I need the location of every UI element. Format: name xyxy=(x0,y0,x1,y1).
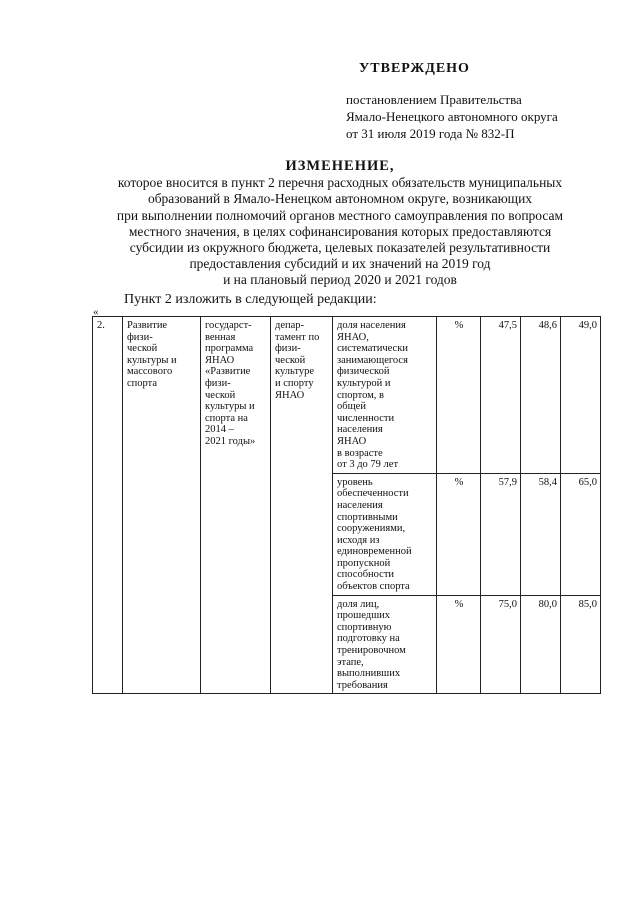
title-line: местного значения, в целях софинансирования которых предоставляются xyxy=(128,223,552,239)
indicator-cell-line: общей xyxy=(337,401,366,413)
indicator-cell-line: способности xyxy=(337,569,395,581)
department-cell-line: ческой xyxy=(275,354,306,366)
value-2019-cell: 57,9 xyxy=(481,473,521,595)
program-cell-line: ческой xyxy=(205,389,236,401)
value-2021-cell: 85,0 xyxy=(561,595,601,694)
title-line: предоставления субсидий и их значений на 2019 год xyxy=(189,256,491,272)
department-cell-line: депар- xyxy=(275,320,305,331)
direction-cell-line: культуры и xyxy=(127,354,177,366)
approval-line: Ямало-Ненецкого автономного округа xyxy=(346,109,558,124)
program-cell-line: физи- xyxy=(205,377,231,389)
title-line: при выполнении полномочий органов местного самоуправления по вопросам xyxy=(116,207,564,223)
direction-cell-line: ческой xyxy=(127,343,158,355)
department-cell-line: ЯНАО xyxy=(275,389,305,401)
indicator-cell-line: систематически xyxy=(337,343,408,355)
approval-line: постановлением Правительства xyxy=(346,92,522,107)
value-2019-cell: 75,0 xyxy=(481,595,521,694)
document-title xyxy=(80,158,600,289)
program-cell-line: «Развитие xyxy=(205,366,251,378)
open-quote: « xyxy=(93,306,99,318)
department-cell xyxy=(271,317,333,694)
department-cell-line: и спорту xyxy=(275,377,314,389)
indicator-cell-line: культурой и xyxy=(337,377,391,389)
program-cell-line: ЯНАО xyxy=(205,354,235,366)
value-2020-cell: 48,6 xyxy=(521,317,561,474)
program-cell-line: венная xyxy=(205,331,236,343)
program-cell-line: государст- xyxy=(205,320,252,331)
row-number-cell: 2. xyxy=(93,317,123,694)
indicator-cell-line: доля населения xyxy=(337,320,406,331)
value-2020-cell: 58,4 xyxy=(521,473,561,595)
program-cell-line: спорта на xyxy=(205,412,248,424)
unit-cell: % xyxy=(437,317,481,474)
table-row xyxy=(93,317,601,474)
department-cell-line: культуре xyxy=(275,366,314,378)
program-cell-line: программа xyxy=(205,343,254,355)
direction-cell xyxy=(123,317,201,694)
indicator-cell-line: занимающегося xyxy=(337,354,408,366)
title-line: образований в Ямало-Ненецком автономном округе, возникающих xyxy=(147,191,533,207)
indicator-cell-line: этапе, xyxy=(337,656,364,668)
indicator-cell-line: в возрасте xyxy=(337,447,383,459)
indicator-cell-line: физической xyxy=(337,366,390,378)
indicator-cell-line: обеспеченности xyxy=(337,488,409,500)
indicator-cell-line: спортивную xyxy=(337,621,392,633)
department-cell-line: тамент по xyxy=(275,331,320,343)
value-2021-cell: 65,0 xyxy=(561,473,601,595)
indicator-cell xyxy=(333,317,437,474)
program-cell-line: 2014 – xyxy=(205,424,234,436)
program-cell-line: 2021 годы» xyxy=(205,435,256,447)
indicator-cell-line: населения xyxy=(337,499,383,511)
indicator-cell-line: ЯНАО xyxy=(337,435,367,447)
indicator-cell-line: численности xyxy=(337,412,395,424)
indicator-cell xyxy=(333,595,437,694)
program-cell-line: культуры и xyxy=(205,401,255,413)
indicator-cell-line: пропускной xyxy=(337,557,391,569)
indicator-cell-line: спортивными xyxy=(337,511,398,523)
unit-cell: % xyxy=(437,595,481,694)
intro-text: Пункт 2 изложить в следующей редакции: xyxy=(124,292,377,307)
indicator-cell-line: населения xyxy=(337,424,383,436)
direction-cell-line: физи- xyxy=(127,331,153,343)
title-line: субсидии из окружного бюджета, целевых показателей результативности xyxy=(129,240,551,256)
indicator-cell-line: требования xyxy=(337,679,388,691)
indicator-cell-line: объектов спорта xyxy=(337,581,410,593)
indicator-cell-line: тренировочном xyxy=(337,645,406,657)
title-line: и на плановый период 2020 и 2021 годов xyxy=(223,272,457,288)
title-line: которое вносится в пункт 2 перечня расходных обязательств муниципальных xyxy=(117,175,563,191)
value-2019-cell: 47,5 xyxy=(481,317,521,474)
direction-cell-line: Развитие xyxy=(127,320,168,331)
direction-cell-line: массового xyxy=(127,366,173,378)
approval-heading: УТВЕРЖДЕНО xyxy=(359,61,470,76)
indicator-cell-line: доля лиц, xyxy=(337,598,380,610)
department-cell-line: физи- xyxy=(275,343,301,355)
indicator-cell-line: прошедших xyxy=(337,610,391,622)
value-2021-cell: 49,0 xyxy=(561,317,601,474)
program-cell xyxy=(201,317,271,694)
value-2020-cell: 80,0 xyxy=(521,595,561,694)
indicator-cell-line: сооружениями, xyxy=(337,523,406,535)
approval-line: от 31 июля 2019 года № 832-П xyxy=(346,126,515,141)
approval-block xyxy=(342,60,558,142)
indicator-cell-line: единовременной xyxy=(337,546,412,558)
title-heading: ИЗМЕНЕНИЕ, xyxy=(285,158,395,174)
indicator-cell-line: подготовку на xyxy=(337,633,400,645)
unit-cell: % xyxy=(437,473,481,595)
obligations-table xyxy=(92,316,601,694)
indicator-cell-line: уровень xyxy=(337,476,373,488)
indicator-cell-line: выполнивших xyxy=(337,668,401,680)
indicator-cell xyxy=(333,473,437,595)
indicator-cell-line: от 3 до 79 лет xyxy=(337,459,399,471)
indicator-cell-line: ЯНАО, xyxy=(337,331,369,343)
indicator-cell-line: спортом, в xyxy=(337,389,384,401)
direction-cell-line: спорта xyxy=(127,377,158,389)
indicator-cell-line: исходя из xyxy=(337,534,380,546)
